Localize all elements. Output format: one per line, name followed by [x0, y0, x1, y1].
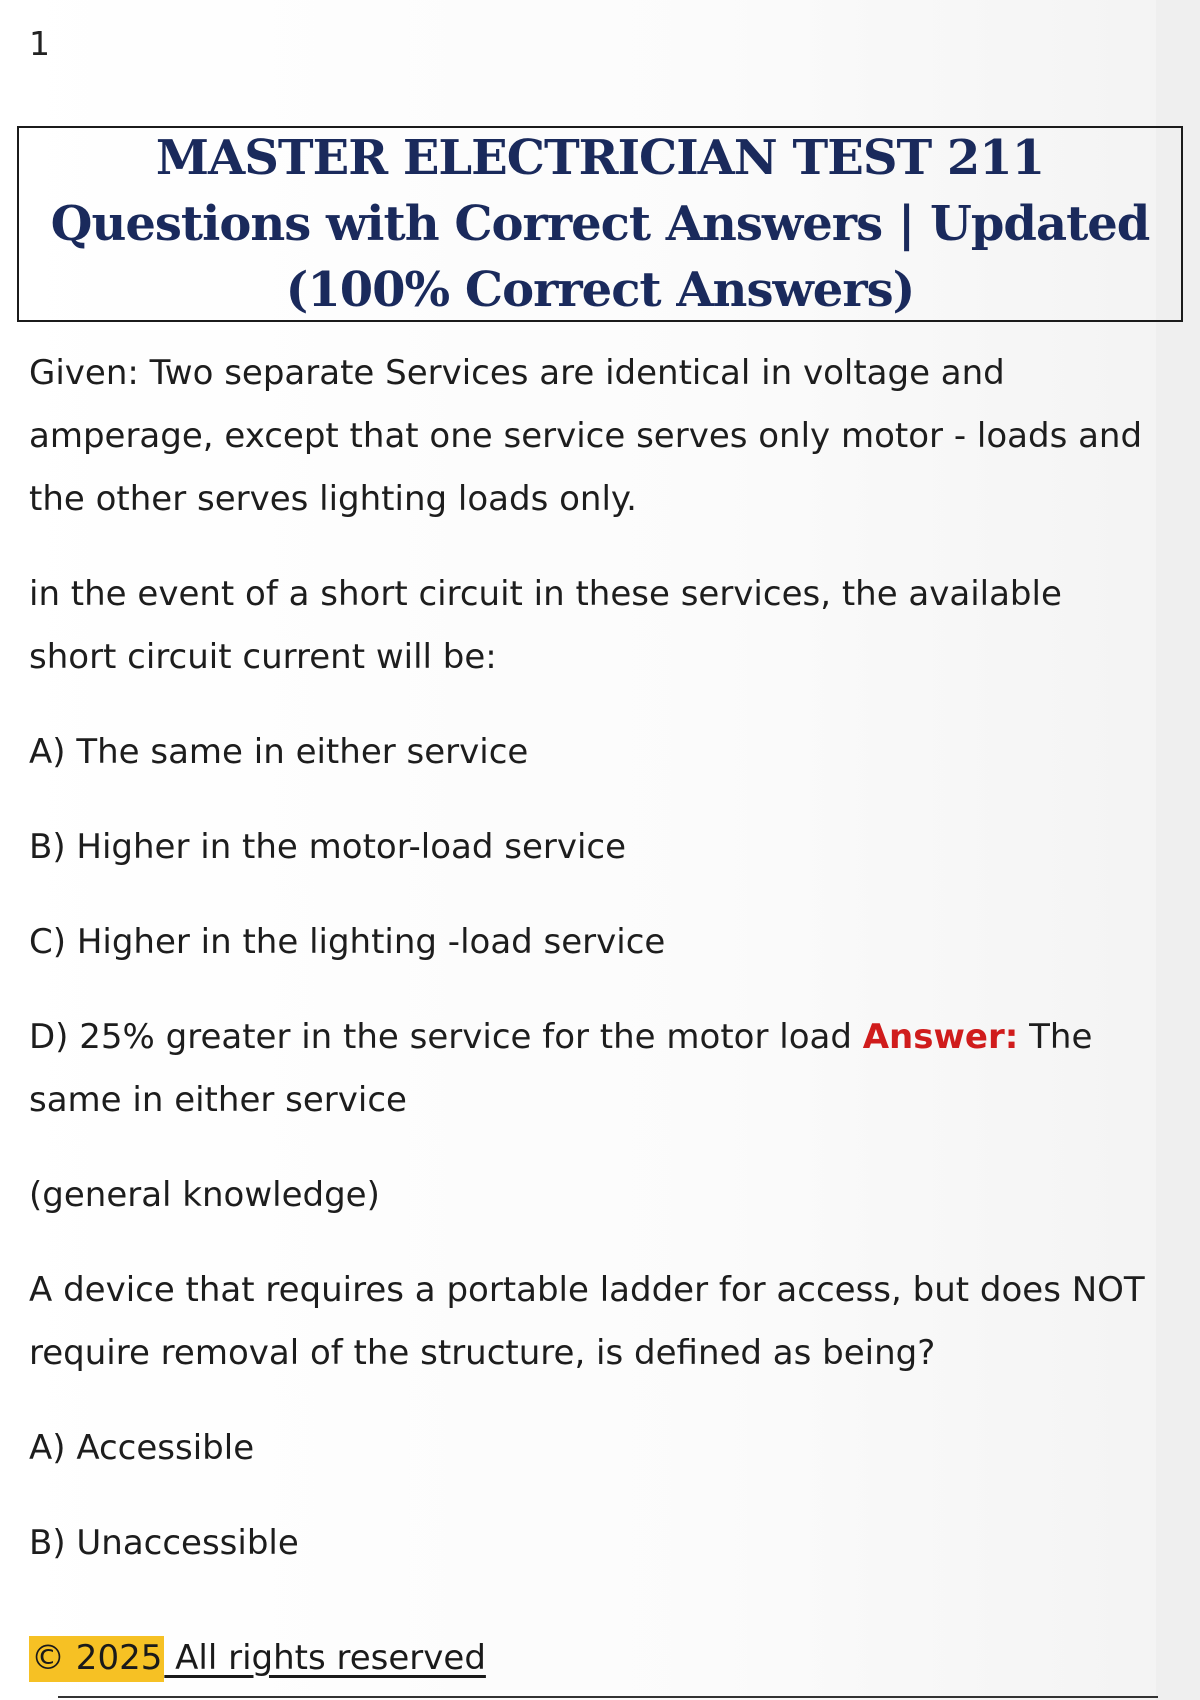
title-box — [17, 126, 1183, 322]
document-title — [51, 125, 1150, 323]
question-1-stem-part-2: in the event of a short circuit in these services, the available short circuit current will be: — [29, 574, 1062, 677]
copyright-year: © 2025 — [29, 1636, 164, 1682]
document-body — [29, 342, 1159, 1607]
question-1-option-d: D) 25% greater in the service for the motor load — [29, 1017, 852, 1057]
answer-text: The same in either service — [29, 1017, 1093, 1120]
title-line-2: Questions with Correct Answers | Updated — [50, 196, 1150, 252]
question-2-option-a: A) Accessible — [29, 1428, 255, 1468]
page-number: 1 — [29, 24, 50, 63]
question-2-stem: A device that requires a portable ladder for access, but does NOT require removal of the structure, is defined as being? — [29, 1270, 1145, 1373]
question-1-option-c: C) Higher in the lighting -load service — [29, 922, 666, 962]
question-2-option-b: B) Unaccessible — [29, 1523, 299, 1563]
title-line-3: (100% Correct Answers) — [285, 262, 915, 318]
title-line-1: MASTER ELECTRICIAN TEST 211 — [155, 130, 1045, 186]
question-1-option-a: A) The same in either service — [29, 732, 529, 772]
question-1-note: (general knowledge) — [29, 1175, 380, 1215]
copyright-footer — [29, 1636, 486, 1680]
question-1-stem-part-1: Given: Two separate Services are identical in voltage and amperage, except that one service serves only motor - loads and the other serves lighting loads only. — [29, 353, 1143, 519]
question-1-option-d-with-answer — [29, 1006, 1159, 1132]
question-1-option-b: B) Higher in the motor-load service — [29, 827, 627, 867]
rights-text: All rights reserved — [164, 1638, 486, 1678]
footer-rule — [58, 1696, 1158, 1698]
answer-label: Answer: — [862, 1017, 1019, 1057]
